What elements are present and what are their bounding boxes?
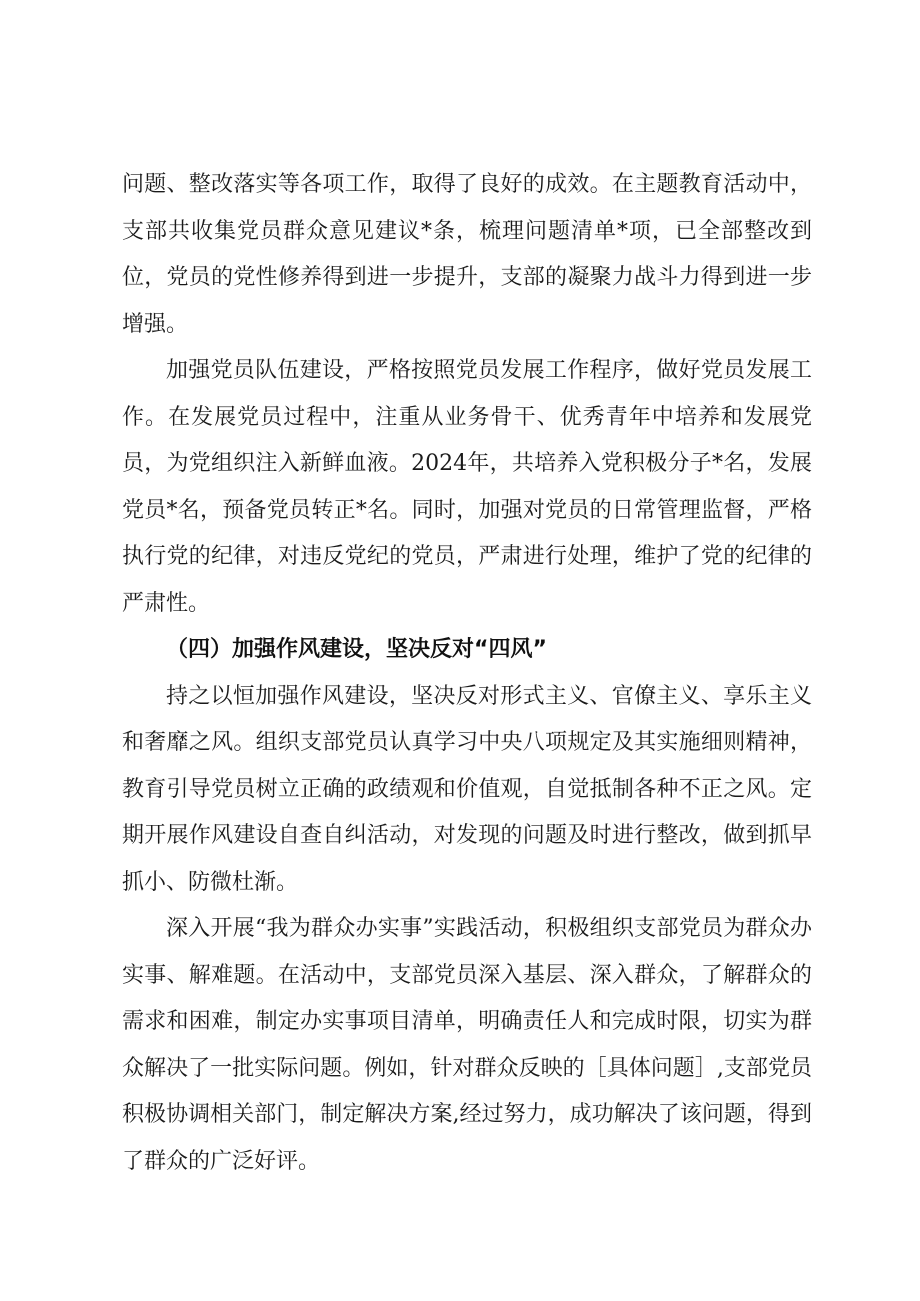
paragraph-work-style-building: 持之以恒加强作风建设，坚决反对形式主义、官僚主义、享乐主义和奢靡之风。组织支部党员认真学习中央八项规定及其实施细则精神，教育引导党员树立正确的政绩观和价值观，自觉抵制各种不正之风。定期开展作风建设自查自纠活动，对发现的问题及时进行整改，做到抓早抓小、防微杜渐。 — [122, 683, 812, 895]
paragraph-practical-services: 深入开展“我为群众办实事”实践活动，积极组织支部党员为群众办实事、解难题。在活动中，支部党员深入基层、深入群众，了解群众的需求和困难，制定办实事项目清单，明确责任人和完成时限，切实为群众解决了一批实际问题。例如，针对群众反映的［具体问题］,支部党员积极协调相关部门，制定解决方案,经过努力，成功解决了该问题，得到了群众的广泛好评。 — [122, 916, 812, 1174]
section-heading-four-winds: （四）加强作风建设，坚决反对“四风” — [166, 637, 547, 662]
paragraph-member-team-building: 加强党员队伍建设，严格按照党员发展工作程序，做好党员发展工作。在发展党员过程中，注重从业务骨干、优秀青年中培养和发展党员，为党组织注入新鲜血液。2024年，共培养入党积极分子*名，发展党员*名，预备党员转正*名。同时，加强对党员的日常管理监督，严格执行党的纪律，对违反党纪的党员，严肃进行处理，维护了党的纪律的严肃性。 — [122, 358, 812, 616]
document-body — [122, 162, 812, 1185]
paragraph-rectification-results: 问题、整改落实等各项工作，取得了良好的成效。在主题教育活动中，支部共收集党员群众意见建议*条，梳理问题清单*项，已全部整改到位，党员的党性修养得到进一步提升，支部的凝聚力战斗力得到进一步增强。 — [122, 172, 812, 337]
